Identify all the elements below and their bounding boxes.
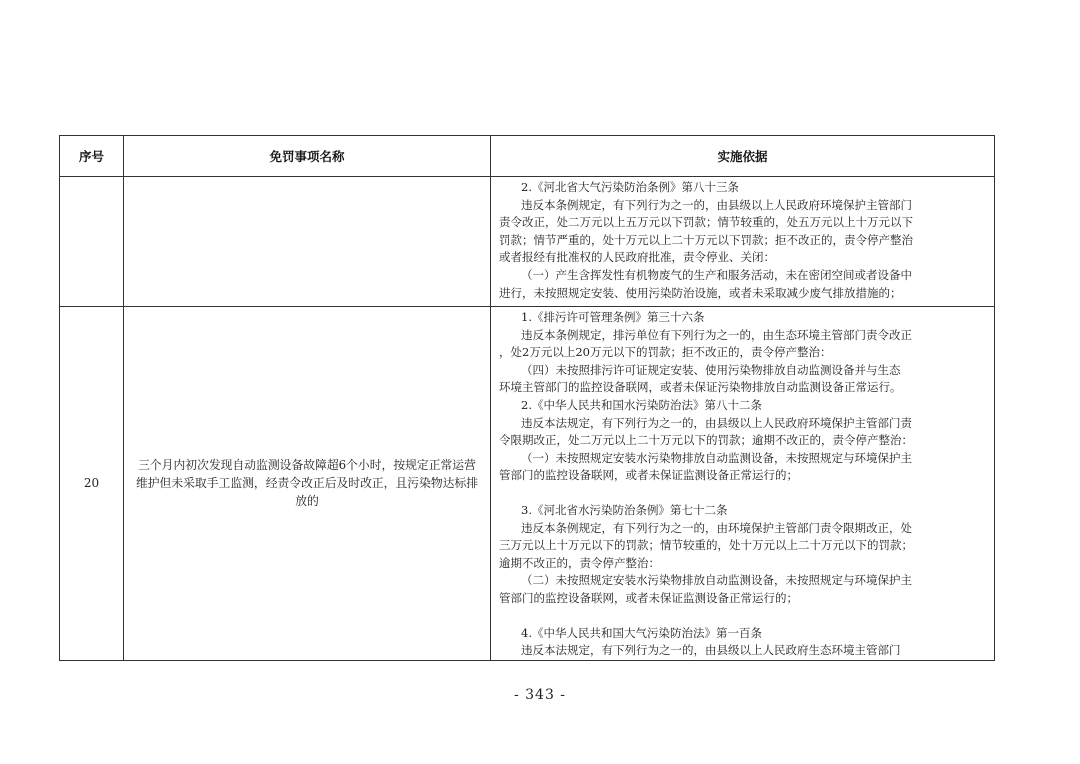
header-legal-basis: 实施依据: [491, 136, 995, 177]
row-number: [60, 177, 124, 307]
table-header-row: [60, 136, 995, 177]
header-serial-number: 序号: [60, 136, 124, 177]
table-row: [60, 307, 995, 661]
basis-line: 进行，未按照规定安装、使用污染防治设施，或者未采取减少废气排放措施的；: [499, 285, 902, 300]
basis-line: 管部门的监控设备联网，或者未保证监测设备正常运行的；: [499, 468, 798, 483]
statute-citation: 1.《排污许可管理条例》第三十六条: [521, 310, 705, 324]
header-item-name: 免罚事项名称: [124, 136, 491, 177]
row-number: 20: [60, 307, 124, 661]
statute-citation: 2.《河北省大气污染防治条例》第八十三条: [521, 180, 739, 194]
row-legal-basis: [491, 177, 995, 307]
basis-line: 违反本条例规定，有下列行为之一的，由县级以上人民政府环境保护主管部门: [521, 197, 912, 212]
basis-line: 责令改正，处二万元以上五万元以下罚款；情节较重的，处五万元以上十万元以下: [499, 215, 913, 230]
row-item-name: [124, 177, 491, 307]
basis-line: 违反本法规定，有下列行为之一的，由县级以上人民政府生态环境主管部门: [521, 643, 901, 658]
basis-line: （一）产生含挥发性有机物废气的生产和服务活动，未在密闭空间或者设备中: [521, 267, 912, 282]
exemption-table: [59, 135, 995, 661]
statute-citation: 4.《中华人民共和国大气污染防治法》第一百条: [521, 625, 762, 640]
basis-line: （四）未按照排污许可证规定安装、使用污染物排放自动监测设备并与生态: [521, 362, 901, 377]
basis-line: 三万元以上十万元以下的罚款；情节较重的，处十万元以上二十万元以下的罚款；: [499, 538, 913, 553]
basis-line: （一）未按照规定安装水污染物排放自动监测设备，未按照规定与环境保护主: [521, 450, 912, 465]
basis-line: [499, 485, 986, 502]
basis-line: 违反本法规定，有下列行为之一的，由县级以上人民政府环境保护主管部门责: [521, 415, 912, 430]
basis-line: （二）未按照规定安装水污染物排放自动监测设备，未按照规定与环境保护主: [521, 573, 912, 588]
row-item-name: 三个月内初次发现自动监测设备故障超6个小时，按规定正常运营维护但未采取手工监测，经责令改正后及时改正，且污染物达标排放的: [124, 307, 491, 661]
basis-line: 逾期不改正的，责令停产整治：: [499, 555, 660, 570]
basis-line: 罚款；情节严重的，处十万元以上二十万元以下罚款；拒不改正的，责令停产整治: [499, 232, 913, 247]
basis-line: 违反本条例规定，排污单位有下列行为之一的，由生态环境主管部门责令改正: [521, 327, 912, 342]
basis-line: 环境主管部门的监控设备联网，或者未保证污染物排放自动监测设备正常运行。: [499, 380, 902, 395]
basis-line: 或者报经有批准权的人民政府批准，责令停业、关闭：: [499, 250, 775, 265]
row-legal-basis: [491, 307, 995, 661]
page-number: - 343 -: [513, 687, 567, 703]
table-row: [60, 177, 995, 307]
basis-line: 违反本条例规定，有下列行为之一的，由环境保护主管部门责令限期改正，处: [521, 520, 912, 535]
basis-line: ，处2万元以上20万元以下的罚款；拒不改正的，责令停产整治：: [499, 345, 832, 360]
basis-line: 令限期改正，处二万元以上二十万元以下的罚款；逾期不改正的，责令停产整治：: [499, 433, 913, 448]
legal-basis-text: [499, 309, 986, 660]
legal-basis-text: [499, 179, 986, 302]
basis-line: [499, 608, 986, 625]
basis-line: 管部门的监控设备联网，或者未保证监测设备正常运行的；: [499, 590, 798, 605]
statute-citation: 2.《中华人民共和国水污染防治法》第八十二条: [521, 397, 762, 412]
statute-citation: 3.《河北省水污染防治条例》第七十二条: [521, 502, 728, 517]
